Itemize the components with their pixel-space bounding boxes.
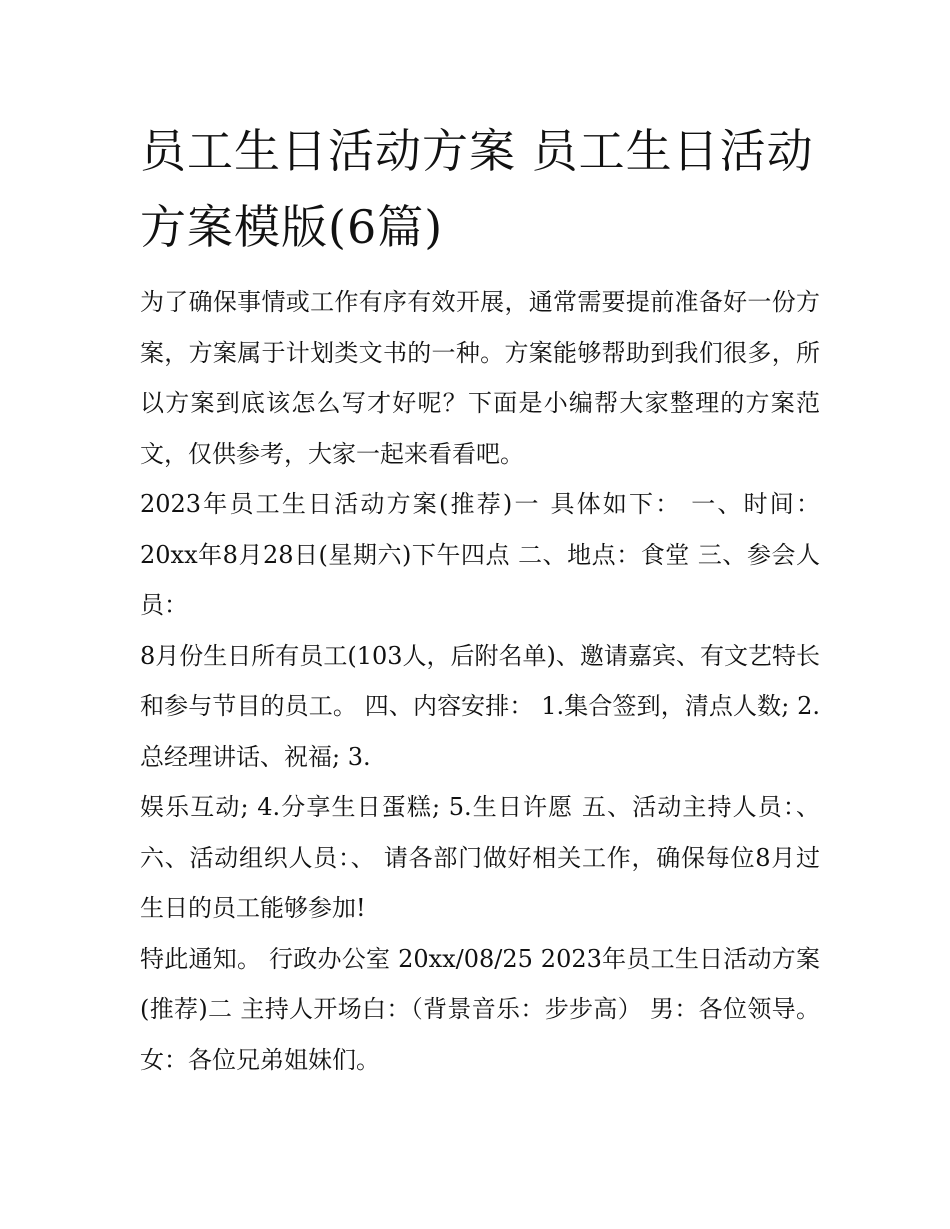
schedule-paragraph: 2023年员工生日活动方案(推荐)一 具体如下： 一、时间：20xx年8月28日(星期六)下午四点 二、地点：食堂 三、参会人员： [140,490,820,619]
attendees-paragraph: 8月份生日所有员工(103人，后附名单)、邀请嘉宾、有文艺特长和参与节目的员工。 四、内容安排： 1.集合签到，清点人数; 2.总经理讲话、祝福; 3. [140,641,820,771]
document-title: 员工生日活动方案 员工生日活动方案模版(6篇) [140,124,814,254]
notice-paragraph: 特此通知。 行政办公室 20xx/08/25 2023年员工生日活动方案(推荐)二 主持人开场白：（背景音乐：步步高） 男：各位领导。 女：各位兄弟姐妹们。 [140,944,820,1074]
activities-paragraph: 娱乐互动; 4.分享生日蛋糕; 5.生日许愿 五、活动主持人员：、 六、活动组织人员：、 请各部门做好相关工作，确保每位8月过生日的员工能够参加! [140,793,820,922]
document-page [140,113,820,1085]
intro-paragraph: 为了确保事情或工作有序有效开展，通常需要提前准备好一份方案，方案属于计划类文书的一种。方案能够帮助到我们很多，所以方案到底该怎么写才好呢？下面是小编帮大家整理的方案范文，仅供参考，大家一起来看看吧。 [140,288,820,468]
